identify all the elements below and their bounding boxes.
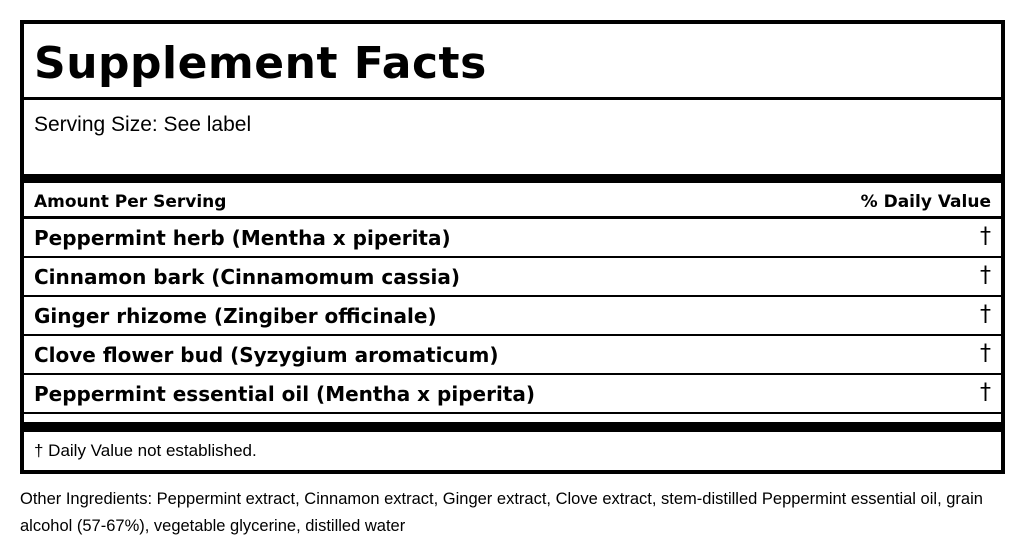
daily-value-dagger: †	[980, 341, 991, 366]
daily-value-dagger: †	[980, 263, 991, 288]
supplement-facts-panel	[20, 20, 1005, 474]
ingredient-name: Clove flower bud (Syzygium aromaticum)	[34, 343, 499, 367]
row-divider	[24, 412, 1001, 414]
ingredient-name: Cinnamon bark (Cinnamomum cassia)	[34, 265, 460, 289]
ingredient-name: Ginger rhizome (Zingiber officinale)	[34, 304, 437, 328]
daily-value-dagger: †	[980, 224, 991, 249]
thick-divider	[24, 174, 1001, 183]
thick-divider	[24, 422, 1001, 432]
row-divider	[24, 334, 1001, 336]
ingredient-row	[24, 220, 1001, 256]
divider	[24, 97, 1001, 100]
daily-value-label: % Daily Value	[860, 192, 991, 212]
row-divider	[24, 373, 1001, 375]
ingredient-row	[24, 376, 1001, 412]
row-divider	[24, 256, 1001, 258]
daily-value-dagger: †	[980, 380, 991, 405]
ingredient-row	[24, 337, 1001, 373]
amount-per-serving-label: Amount Per Serving	[34, 192, 227, 212]
ingredient-row	[24, 259, 1001, 295]
other-ingredients: Other Ingredients: Peppermint extract, Cinnamon extract, Ginger extract, Clove extract, stem-distilled Peppermint essential oil, grain alcohol (57-67%), vegetable glycerine, distilled water	[20, 490, 983, 535]
serving-size: Serving Size: See label	[34, 113, 252, 136]
ingredient-row	[24, 298, 1001, 334]
ingredient-name: Peppermint herb (Mentha x piperita)	[34, 226, 451, 250]
panel-title: Supplement Facts	[34, 38, 487, 89]
ingredient-name: Peppermint essential oil (Mentha x piperita)	[34, 382, 535, 406]
daily-value-dagger: †	[980, 302, 991, 327]
column-header-row	[24, 187, 1001, 219]
row-divider	[24, 295, 1001, 297]
divider	[24, 216, 1001, 219]
footnote: † Daily Value not established.	[34, 441, 257, 460]
